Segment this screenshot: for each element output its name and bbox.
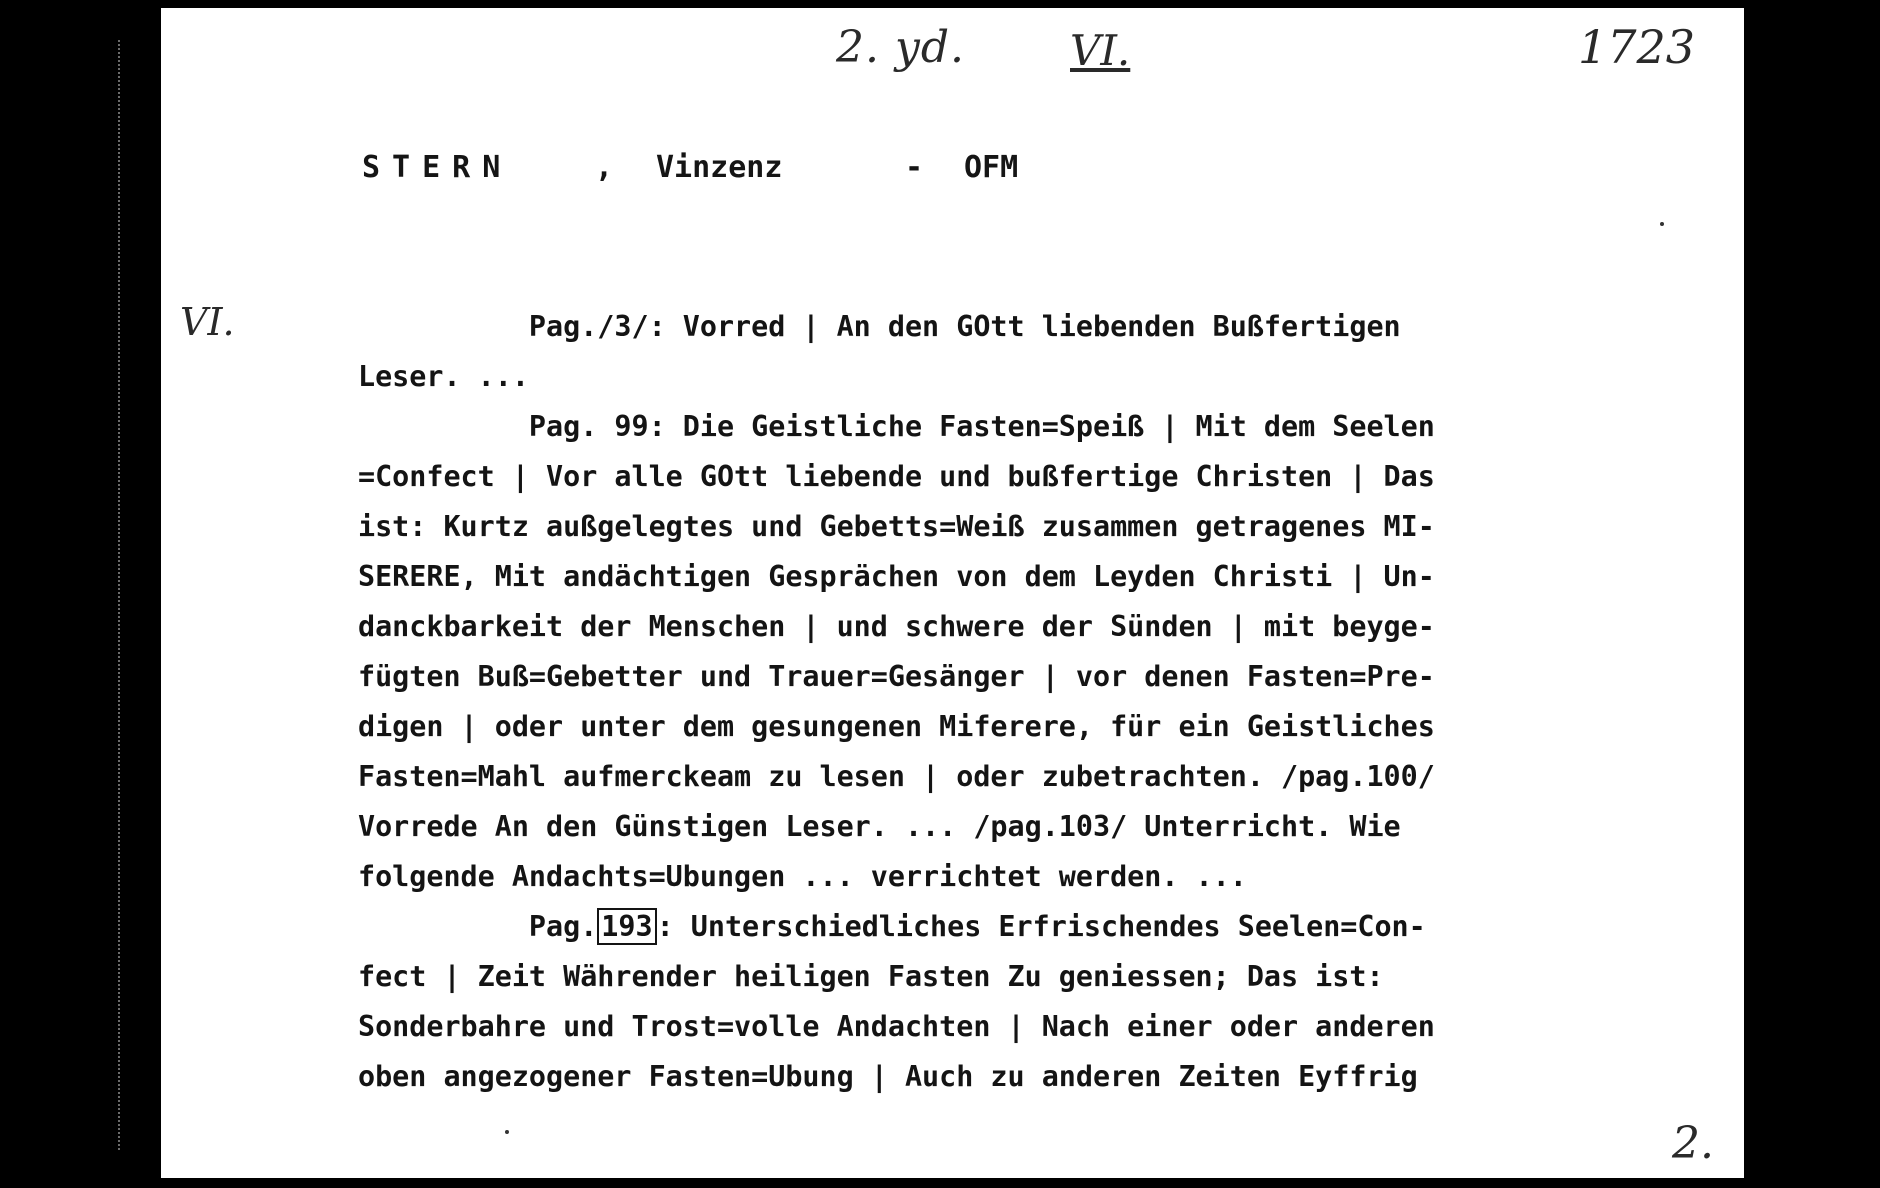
- text-line: Leser. ...: [358, 360, 529, 393]
- scan-speck: [505, 1130, 509, 1134]
- scan-edge-dots: [118, 40, 126, 1150]
- entry-pag-3: [358, 302, 1658, 402]
- scan-speck: [1660, 222, 1664, 226]
- entry-pag-193: [358, 902, 1658, 1102]
- author-surname: STERN: [362, 150, 513, 185]
- text-line: ist: Kurtz außgelegtes und Gebetts=Weiß zusammen getragenes MI-: [358, 510, 1435, 543]
- text-line: SERERE, Mit andächtigen Gesprächen von dem Leyden Christi | Un-: [358, 560, 1435, 593]
- handwritten-card-number: 1723: [1578, 20, 1696, 74]
- line-prefix: Pag.: [358, 910, 598, 943]
- handwritten-page-number: 2.: [1672, 1118, 1714, 1169]
- text-line: fect | Zeit Währender heiligen Fasten Zu geniessen; Das ist:: [358, 960, 1384, 993]
- text-line: Fasten=Mahl aufmerckeam zu lesen | oder zubetrachten. /pag.100/: [358, 760, 1435, 793]
- text-line: Sonderbahre und Trost=volle Andachten | Nach einer oder anderen: [358, 1010, 1435, 1043]
- religious-order: OFM: [964, 150, 1019, 185]
- header-dash: -: [905, 150, 924, 185]
- handwritten-margin-note: VI.: [180, 300, 235, 344]
- text-line: digen | oder unter dem gesungenen Miferere, für ein Geistliches: [358, 710, 1435, 743]
- text-line: Pag. 99: Die Geistliche Fasten=Speiß | Mit dem Seelen: [358, 410, 1435, 443]
- card-header: [0, 150, 1880, 190]
- entry-pag-99: [358, 402, 1658, 902]
- text-line: folgende Andachts=Ubungen ... verrichtet werden. ...: [358, 860, 1247, 893]
- text-line: Pag./3/: Vorred | An den GOtt liebenden Bußfertigen: [358, 310, 1401, 343]
- handwritten-reference: 2. yd.: [836, 22, 965, 73]
- text-line: oben angezogener Fasten=Ubung | Auch zu anderen Zeiten Eyffrig: [358, 1060, 1418, 1093]
- text-line: danckbarkeit der Menschen | und schwere der Sünden | mit beyge-: [358, 610, 1435, 643]
- boxed-page-number: 193: [597, 908, 656, 945]
- line-suffix: : Unterschiedliches Erfrischendes Seelen=Con-: [656, 910, 1426, 943]
- text-line: =Confect | Vor alle GOtt liebende und bußfertige Christen | Das: [358, 460, 1435, 493]
- text-line: Vorrede An den Günstigen Leser. ... /pag.103/ Unterricht. Wie: [358, 810, 1401, 843]
- text-line-with-box: [358, 902, 1658, 952]
- header-comma: ,: [595, 150, 614, 185]
- card-body: [358, 302, 1658, 1102]
- handwritten-roman-numeral: VI.: [1070, 26, 1131, 75]
- text-line: fügten Buß=Gebetter und Trauer=Gesänger | vor denen Fasten=Pre-: [358, 660, 1435, 693]
- author-given-name: Vinzenz: [656, 150, 783, 185]
